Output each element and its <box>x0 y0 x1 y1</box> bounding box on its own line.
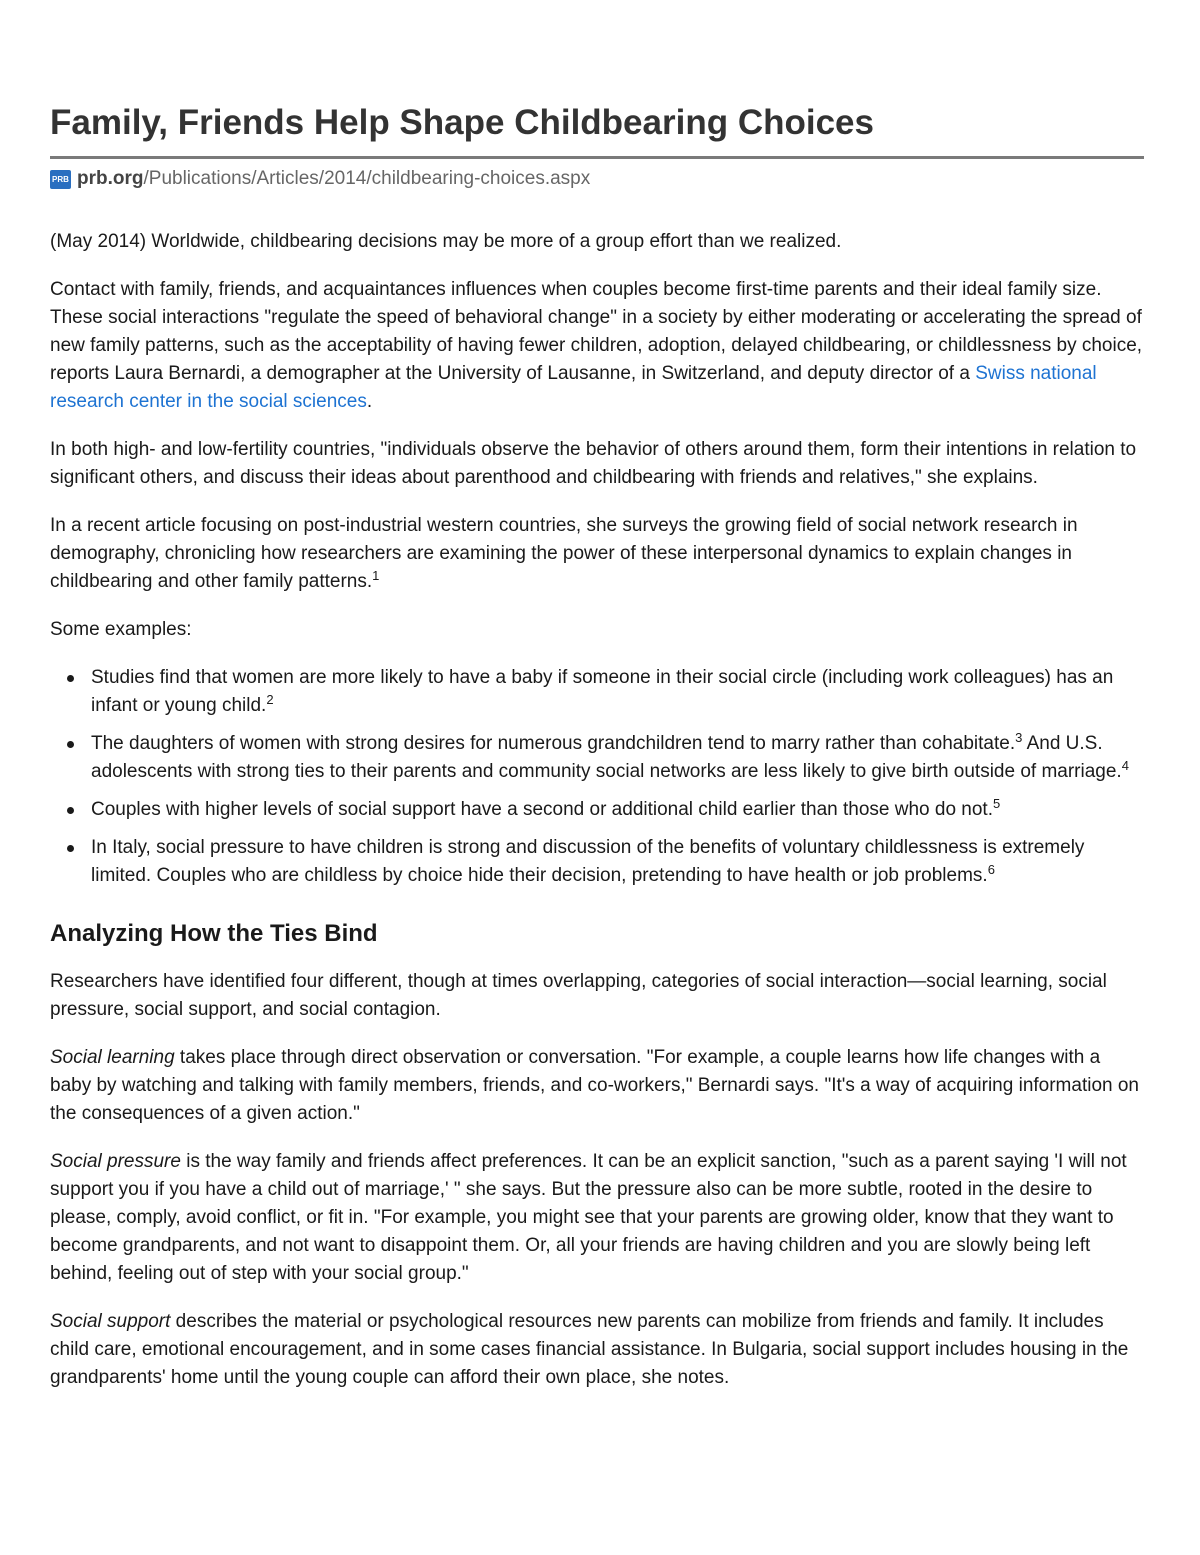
examples-list <box>50 664 1144 890</box>
paragraph-4-text: In a recent article focusing on post-industrial western countries, she surveys the growing field of social network research in demography, chronicling how researchers are examining the power of these interpersonal dynamics to explain changes in childbearing and other family patterns. <box>50 515 1078 592</box>
source-path[interactable]: /Publications/Articles/2014/childbearing-choices.aspx <box>143 168 591 189</box>
list-item <box>91 834 1144 890</box>
footnote-ref[interactable]: 1 <box>372 568 380 583</box>
section-intro: Researchers have identified four different, though at times overlapping, categories of social interaction—social learning, social pressure, social support, and social contagion. <box>50 971 1107 1020</box>
example-text: Couples with higher levels of social support have a second or additional child earlier than those who do not. <box>91 799 993 820</box>
prb-favicon-icon: PRB <box>50 170 71 189</box>
example-text: The daughters of women with strong desires for numerous grandchildren tend to marry rather than cohabitate. <box>91 733 1016 754</box>
social-support-paragraph <box>50 1308 1144 1392</box>
social-pressure-text: is the way family and friends affect preferences. It can be an explicit sanction, "such as a parent saying 'I will not support you if you have a child out of marriage,' " she says. But the pressure also can be more subtle, rooted in the desire to please, comply, avoid conflict, or fit in. "For example, you might see that your parents are growing older, know that they want to become grandparents, and not want to disappoint them. Or, all your friends are having children and you are slowly being left behind, feeling out of step with your social group." <box>50 1151 1127 1284</box>
example-text-2: And U.S. adolescents with strong ties to their parents and community social networks are less likely to give birth outside of marriage. <box>91 733 1122 782</box>
social-learning-paragraph <box>50 1044 1144 1128</box>
social-pressure-term: Social pressure <box>50 1151 181 1172</box>
social-pressure-paragraph <box>50 1148 1144 1288</box>
paragraph-4 <box>50 512 1144 596</box>
paragraph-2-text: Contact with family, friends, and acquaintances influences when couples become first-time parents and their ideal family size. These social interactions "regulate the speed of behavioral change" in a society by either moderating or accelerating the spread of new family patterns, such as the acceptability of having fewer children, adoption, delayed childbearing, or childlessness by choice, reports Laura Bernardi, a demographer at the University of Lausanne, in Switzerland, and deputy director of a <box>50 279 1143 384</box>
social-support-text: describes the material or psychological resources new parents can mobilize from friends and family. It includes child care, emotional encouragement, and in some cases financial assistance. In Bulgaria, social support includes housing in the grandparents' home until the young couple can afford their own place, she notes. <box>50 1311 1129 1388</box>
paragraph-3: In both high- and low-fertility countries, "individuals observe the behavior of others around them, form their intentions in relation to significant others, and discuss their ideas about parenthood and childbearing with friends and relatives," she explains. <box>50 439 1137 488</box>
intro-paragraph: (May 2014) Worldwide, childbearing decisions may be more of a group effort than we realized. <box>50 231 842 252</box>
title-divider <box>50 156 1144 159</box>
paragraph-2 <box>50 276 1144 416</box>
footnote-ref[interactable]: 5 <box>993 796 1001 811</box>
list-item <box>91 730 1144 786</box>
list-item <box>91 796 1144 824</box>
social-support-term: Social support <box>50 1311 171 1332</box>
footnote-ref[interactable]: 4 <box>1121 758 1129 773</box>
paragraph-2-end: . <box>366 391 373 412</box>
footnote-ref[interactable]: 3 <box>1015 730 1023 745</box>
swiss-research-center-link[interactable]: Swiss national research center in the social sciences <box>50 363 1097 412</box>
social-learning-term: Social learning <box>50 1047 175 1068</box>
section-heading: Analyzing How the Ties Bind <box>50 920 378 947</box>
article-body <box>50 228 1144 1412</box>
example-text: Studies find that women are more likely to have a baby if someone in their social circle (including work colleagues) has an infant or young child. <box>91 667 1114 716</box>
examples-label: Some examples: <box>50 619 192 640</box>
page-title: Family, Friends Help Shape Childbearing Choices <box>50 103 874 142</box>
example-text: In Italy, social pressure to have children is strong and discussion of the benefits of voluntary childlessness is extremely limited. Couples who are childless by choice hide their decision, pretending to have health or job problems. <box>91 837 1085 886</box>
footnote-ref[interactable]: 6 <box>987 862 995 877</box>
social-learning-text: takes place through direct observation or conversation. "For example, a couple learns how life changes with a baby by watching and talking with family members, friends, and co-workers," Bernardi says. "It's a way of acquiring information on the consequences of a given action." <box>50 1047 1139 1124</box>
source-domain[interactable]: prb.org <box>77 168 144 189</box>
source-url[interactable] <box>50 168 590 190</box>
footnote-ref[interactable]: 2 <box>266 692 274 707</box>
list-item <box>91 664 1144 720</box>
